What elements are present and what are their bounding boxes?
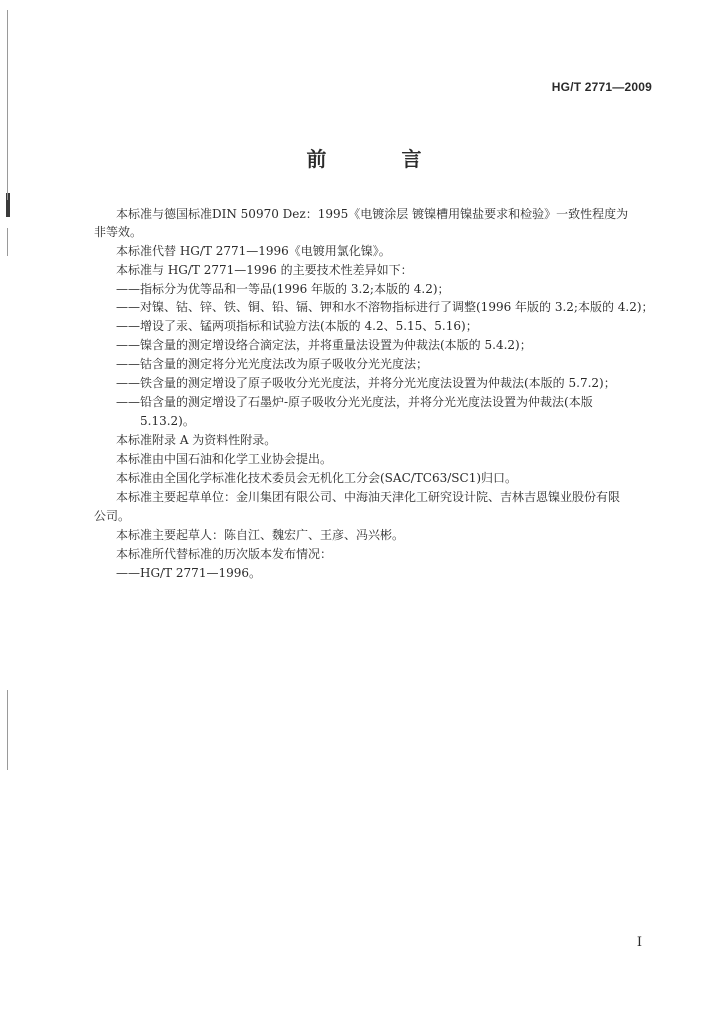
body-line-14: 本标准由中国石油和化学工业协会提出。 <box>116 452 333 466</box>
page-title: 前 言 <box>306 147 456 171</box>
body-line-2: 非等效。 <box>94 225 143 239</box>
body-line-5: ——指标分为优等品和一等品(1996 年版的 3.2;本版的 4.2)； <box>116 282 450 296</box>
body-line-17: 公司。 <box>94 509 131 523</box>
scan-edge-line <box>7 228 8 256</box>
scan-edge-line <box>7 690 8 770</box>
body-line-18: 本标准主要起草人：陈自江、魏宏广、王彦、冯兴彬。 <box>116 528 405 542</box>
body-line-15: 本标准由全国化学标准化技术委员会无机化工分会(SAC/TC63/SC1)归口。 <box>116 471 518 485</box>
standard-code: HG/T 2771—2009 <box>551 80 652 94</box>
page-number: I <box>636 935 642 950</box>
body-line-9: ——钴含量的测定将分光光度法改为原子吸收分光光度法； <box>116 357 429 371</box>
body-line-13: 本标准附录 A 为资料性附录。 <box>116 433 277 447</box>
body-line-20: ——HG/T 2771—1996。 <box>116 566 261 580</box>
body-line-16: 本标准主要起草单位：金川集团有限公司、中海油天津化工研究设计院、吉林吉恩镍业股份有限 <box>116 490 621 504</box>
body-line-6: ——对镍、钴、锌、铁、铜、铅、镉、钾和水不溶物指标进行了调整(1996 年版的 3.2;本版的 4.2)； <box>116 300 654 314</box>
body-line-10: ——铁含量的测定增设了原子吸收分光光度法，并将分光光度法设置为仲裁法(本版的 5.7.2)； <box>116 376 616 390</box>
body-line-8: ——镍含量的测定增设络合滴定法，并将重量法设置为仲裁法(本版的 5.4.2)； <box>116 338 532 352</box>
body-line-3: 本标准代替 HG/T 2771—1996《电镀用氯化镍》。 <box>116 244 391 258</box>
body-line-19: 本标准所代替标准的历次版本发布情况： <box>116 547 333 561</box>
body-line-12: 5.13.2)。 <box>140 414 195 428</box>
body-line-7: ——增设了汞、锰两项指标和试验方法(本版的 4.2、5.15、5.16)； <box>116 319 478 333</box>
body-line-11: ——铅含量的测定增设了石墨炉-原子吸收分光光度法，并将分光光度法设置为仲裁法(本版 <box>116 395 593 409</box>
body-line-4: 本标准与 HG/T 2771—1996 的主要技术性差异如下： <box>116 263 413 277</box>
body-line-1: 本标准与德国标准DIN 50970 Dez：1995《电镀涂层 镀镍槽用镍盐要求和检验》一致性程度为 <box>116 207 629 221</box>
